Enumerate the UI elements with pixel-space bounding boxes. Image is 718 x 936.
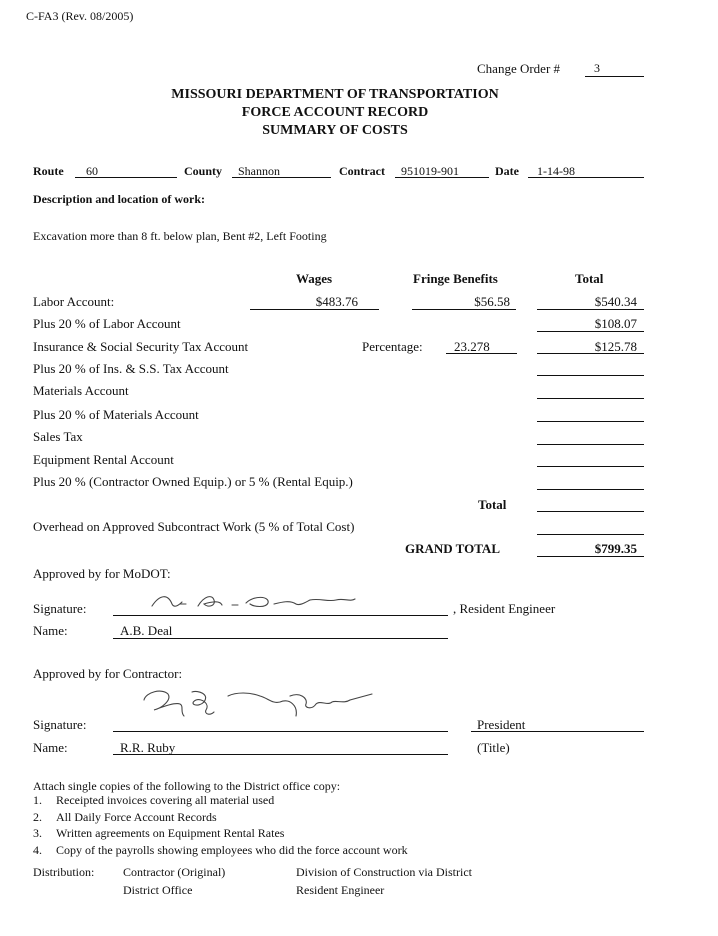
grand-total-value: $799.35 (594, 541, 637, 556)
fringe-header: Fringe Benefits (413, 271, 498, 286)
total-label: Total (478, 497, 507, 512)
description-text: Excavation more than 8 ft. below plan, Bent #2, Left Footing (33, 229, 327, 243)
attach-item-2-num: 2. (33, 810, 42, 824)
overhead-underline (537, 534, 644, 535)
distribution-label: Distribution: (33, 865, 95, 879)
route-label: Route (33, 164, 64, 178)
modot-signature-line (113, 615, 448, 616)
county-value: Shannon (238, 164, 280, 178)
labor-fringe-value: $56.58 (474, 294, 510, 309)
wages-header: Wages (296, 271, 333, 286)
percentage-value: 23.278 (454, 339, 490, 354)
contractor-signature-line (113, 731, 448, 732)
sales-tax-underline (537, 444, 644, 445)
attach-item-1-text: Receipted invoices covering all material used (56, 793, 275, 807)
route-value: 60 (86, 164, 98, 178)
labor-total-value: $540.34 (594, 294, 637, 309)
attach-item-1-num: 1. (33, 793, 42, 807)
distribution-col1-line2: District Office (123, 883, 193, 897)
contractor-title-value: President (477, 717, 526, 732)
header-line3: SUMMARY OF COSTS (262, 123, 408, 138)
change-order-label: Change Order # (477, 61, 561, 76)
attach-item-4-num: 4. (33, 843, 42, 857)
modot-approved-label: Approved by for MoDOT: (33, 566, 171, 581)
equipment-label: Equipment Rental Account (33, 452, 174, 467)
county-label: County (184, 164, 223, 178)
sales-tax-label: Sales Tax (33, 429, 83, 444)
plus-ins-underline (537, 375, 644, 376)
attach-item-3-text: Written agreements on Equipment Rental Rates (56, 826, 285, 840)
plus-equipment-underline (537, 489, 644, 490)
grand-total-label: GRAND TOTAL (405, 541, 500, 556)
modot-signature-image (150, 590, 365, 614)
resident-engineer-suffix: , Resident Engineer (453, 601, 556, 616)
overhead-label: Overhead on Approved Subcontract Work (5 % of Total Cost) (33, 519, 355, 534)
plus-materials-underline (537, 421, 644, 422)
equipment-underline (537, 466, 644, 467)
header-line2: FORCE ACCOUNT RECORD (241, 105, 429, 120)
labor-label: Labor Account: (33, 294, 115, 309)
materials-underline (537, 398, 644, 399)
plus-equipment-label: Plus 20 % (Contractor Owned Equip.) or 5 % (Rental Equip.) (33, 474, 353, 489)
change-order-underline (585, 76, 644, 77)
insurance-label: Insurance & Social Security Tax Account (33, 339, 249, 354)
description-label: Description and location of work: (33, 192, 205, 206)
materials-label: Materials Account (33, 383, 129, 398)
attach-item-2-text: All Daily Force Account Records (56, 810, 217, 824)
distribution-col1-line1: Contractor (Original) (123, 865, 226, 879)
header-line1: MISSOURI DEPARTMENT OF TRANSPORTATION (171, 87, 499, 102)
plus-materials-label: Plus 20 % of Materials Account (33, 407, 199, 422)
total-underline (537, 511, 644, 512)
plus-labor-value: $108.07 (594, 316, 637, 331)
contractor-signature-label: Signature: (33, 717, 87, 732)
modot-name-value: A.B. Deal (120, 623, 173, 638)
contractor-approved-label: Approved by for Contractor: (33, 666, 183, 681)
percentage-label: Percentage: (362, 339, 423, 354)
total-header: Total (575, 271, 604, 286)
plus-ins-label: Plus 20 % of Ins. & S.S. Tax Account (33, 361, 229, 376)
modot-name-label: Name: (33, 623, 68, 638)
attach-item-3-num: 3. (33, 826, 42, 840)
contractor-signature-image (140, 686, 380, 728)
distribution-col2-line2: Resident Engineer (296, 883, 385, 897)
change-order-value: 3 (594, 61, 600, 75)
insurance-total-value: $125.78 (594, 339, 637, 354)
title-caption: (Title) (477, 740, 510, 755)
date-label: Date (495, 164, 519, 178)
form-code: C-FA3 (Rev. 08/2005) (26, 9, 134, 23)
modot-signature-label: Signature: (33, 601, 87, 616)
contract-label: Contract (339, 164, 385, 178)
contract-value: 951019-901 (401, 164, 459, 178)
contractor-name-label: Name: (33, 740, 68, 755)
labor-wages-value: $483.76 (315, 294, 358, 309)
plus-labor-label: Plus 20 % of Labor Account (33, 316, 181, 331)
attach-item-4-text: Copy of the payrolls showing employees who did the force account work (56, 843, 408, 857)
date-value: 1-14-98 (537, 164, 575, 178)
contractor-name-value: R.R. Ruby (120, 740, 176, 755)
attach-intro: Attach single copies of the following to the District office copy: (33, 779, 341, 793)
distribution-col2-line1: Division of Construction via District (296, 865, 472, 879)
